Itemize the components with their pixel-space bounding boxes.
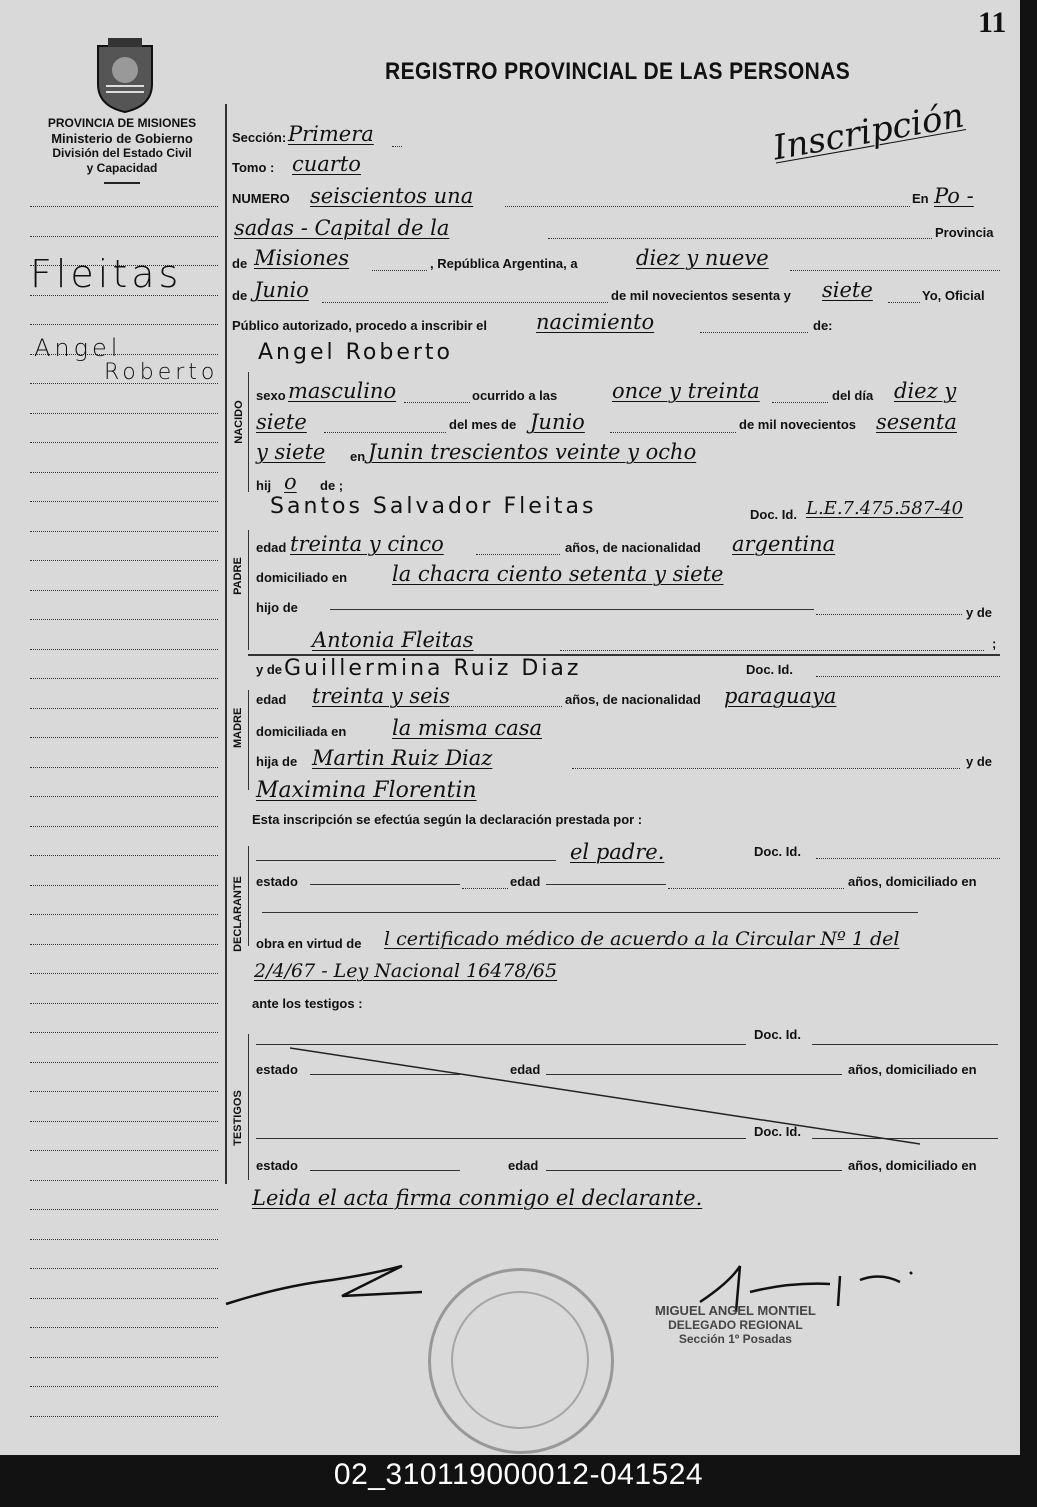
margin-rule-line [30,1298,218,1299]
margin-rule-line [30,236,218,237]
testigos-intro: ante los testigos : [252,996,363,1011]
hora-dots [772,402,828,403]
madre-doc-label: Doc. Id. [746,662,793,677]
padre-nac-value: argentina [732,532,836,556]
testigos-section-label: TESTIGOS [232,1090,244,1146]
margin-rule-line [30,914,218,915]
margin-rule-line [30,885,218,886]
testigo2-edad-line [546,1170,842,1171]
dia-label: del día [832,388,874,403]
nacido-section-label: NACIDO [233,400,245,444]
margin-rule-line [30,1327,218,1328]
margin-rule-line [30,206,218,207]
anio-value: sesenta [876,410,957,434]
madre-mother-name: Maximina Florentin [256,778,477,803]
official-section: Sección 1º Posadas [678,1332,792,1346]
hijo-label: hij [256,478,272,493]
testigo2-estado-line [310,1170,460,1171]
year-value: siete [822,278,873,302]
margin-rule-line [30,1032,218,1033]
en-label: En [912,191,929,206]
testigo2-doc-label: Doc. Id. [754,1124,801,1139]
inscriber-signature: Inscripción [769,95,968,169]
page-number: 11 [978,6,1007,39]
declarante-doc-dots [816,858,1000,859]
org-province: PROVINCIA DE MISIONES [47,116,197,130]
margin-rule-line [30,649,218,650]
madre-doc-dots [816,676,1000,677]
madre-section-label: MADRE [232,707,244,748]
testigo1-edad-label: edad [510,1062,541,1077]
margin-rule-line [30,1062,218,1063]
margin-rule-line [30,1239,218,1240]
de-label: de [232,256,248,271]
declarante-bar [248,846,249,946]
padre-doc-value: L.E.7.475.587-40 [806,498,964,519]
padre-y-de-label: y de [966,605,993,620]
declarante-estado-dots [462,888,508,889]
obra-label: obra en virtud de [256,936,362,951]
margin-given-name-1: Angel [34,334,122,362]
de-dots [372,270,427,271]
strike-line [290,1040,930,1160]
padre-semicolon: ; [992,636,997,651]
sexo-label: sexo [256,388,286,403]
margin-rule-line [30,708,218,709]
dia-value-2: siete [256,410,307,434]
margin-rule-line [30,560,218,561]
madre-dom-label: domiciliada en [256,724,347,739]
hora-value: once y treinta [612,379,760,403]
madre-dom-value: la misma casa [392,716,543,740]
madre-edad-value: treinta y seis [312,684,451,708]
padre-edad-value: treinta y cinco [290,532,444,556]
margin-rule-line [30,619,218,620]
margin-rule-line [30,1416,218,1417]
margin-rule-line [30,1121,218,1122]
en-value: Po - [934,184,974,208]
issuing-organization [22,116,222,184]
margin-rule-line [30,796,218,797]
year-dots [888,302,920,303]
margin-rule-line [30,413,218,414]
hijo-de-label: de ; [320,478,344,493]
madre-y-de2-label: y de [966,754,993,769]
margin-rule-line [30,1091,218,1092]
declarante-signature-icon [222,1256,432,1316]
place-line-value: sadas - Capital de la [234,216,450,240]
margin-rule-line [30,472,218,473]
margin-rule-line [30,1150,218,1151]
padre-hijo-de-dots [816,614,962,615]
acto-dots [700,332,808,333]
padre-section-label: PADRE [232,557,244,595]
declarante-estado-line [310,884,460,885]
sexo-dots [404,402,470,403]
mother-name: Guillermina Ruiz Diaz [284,656,582,681]
mil-label: de mil novecientos sesenta y [611,288,791,303]
tomo-value: cuarto [292,152,361,176]
margin-rule-line [30,678,218,679]
madre-y-de-label: y de [256,662,283,677]
official-name: MIGUEL ANGEL MONTIEL [655,1303,816,1318]
official-seal-icon [428,1268,614,1454]
declarante-value: el padre. [570,840,665,864]
madre-bar [248,690,249,790]
lugar-value: Junin trescientos veinte y ocho [368,440,697,464]
padre-nac-label: años, de nacionalidad [565,540,701,555]
mes-label: del mes de [449,417,517,432]
anio-value-2: y siete [256,440,326,464]
testigos-bar [248,1034,249,1180]
tomo-label: Tomo : [232,160,275,175]
mes-value: Junio [530,410,585,434]
declarante-edad-line [546,884,666,885]
month-value: Junio [254,278,309,302]
org-division: División del Estado Civil [52,146,192,160]
padre-edad-label: edad [256,540,287,555]
publico-label: Público autorizado, procedo a inscribir el [232,318,487,333]
madre-nac-label: años, de nacionalidad [565,692,701,707]
official-seal-inner [451,1291,589,1429]
declarante-edad-label: edad [510,874,541,889]
hijo-value: o [284,470,297,494]
seccion-label: Sección: [232,130,287,145]
testigo1-anios-label: años, domiciliado en [848,1062,977,1077]
official-stamp-text [655,1304,816,1346]
margin-rule-line [30,767,218,768]
margin-surname: Fleitas [30,252,183,296]
oficial-label: Yo, Oficial [922,288,985,303]
place-dots [548,238,932,239]
testigo2-estado-label: estado [256,1158,298,1173]
father-name: Santos Salvador Fleitas [270,494,597,519]
padre-mother-dots [560,650,984,651]
provincia-label: Provincia [935,225,994,240]
declarante-anios-label: años, domiciliado en [848,874,977,889]
padre-hijo-de-label: hijo de [256,600,298,615]
margin-rule-line [30,1268,218,1269]
declarante-section-label: DECLARANTE [232,876,244,952]
padre-dom-label: domiciliado en [256,570,348,585]
padre-doc-label: Doc. Id. [750,507,797,522]
declarante-domicilio-line [262,912,918,913]
de-value: Misiones [254,246,350,270]
madre-nac-value: paraguaya [724,684,837,708]
de2-label: de [232,288,248,303]
de3-label: de: [813,318,833,333]
archive-code: 02_310119000012-041524 [333,1458,704,1491]
acto-value: nacimiento [536,310,655,334]
numero-dots [505,206,910,207]
margin-rule-line [30,1209,218,1210]
seccion-dots [392,146,402,147]
margin-rule-line [30,324,218,325]
org-divider [104,182,140,184]
margin-given-name-2: Roberto [104,360,219,385]
closing-text: Leida el acta firma conmigo el declarante. [252,1186,703,1210]
month-dots [322,302,608,303]
margin-rule-line [30,590,218,591]
lugar-label: en [350,449,366,464]
child-name: Angel Roberto [258,340,453,365]
margin-rule-line [30,855,218,856]
madre-edad-dots [432,706,562,707]
declarante-estado-label: estado [256,874,298,889]
padre-edad-dots [476,554,560,555]
margin-rule-line [30,944,218,945]
official-role: DELEGADO REGIONAL [668,1318,803,1332]
madre-edad-label: edad [256,692,287,707]
margin-rule-line [30,1386,218,1387]
padre-hijo-de-line [330,609,814,610]
madre-father-dots [572,768,960,769]
declarante-intro: Esta inscripción se efectúa según la declaración prestada por : [252,812,643,827]
margin-rule-line [30,826,218,827]
margin-rule-line [30,531,218,532]
margin-rule-line [30,442,218,443]
padre-bar [248,530,249,650]
republica-label: , República Argentina, a [430,256,578,271]
margin-rule-line [30,1357,218,1358]
madre-father-name: Martin Ruiz Diaz [312,746,493,770]
day-dots [790,270,1000,271]
margin-divider [225,104,227,1184]
margin-rule-line [30,1180,218,1181]
declarante-line [256,860,556,861]
obra-value: l certificado médico de acuerdo a la Circular Nº 1 del [384,928,900,950]
madre-hija-label: hija de [256,754,298,769]
ocurrido-label: ocurrido a las [472,388,558,403]
testigo1-doc-label: Doc. Id. [754,1027,801,1042]
margin-rule-line [30,501,218,502]
padre-mother-name: Antonia Fleitas [312,628,474,652]
nacido-bar [248,372,249,492]
declarante-doc-label: Doc. Id. [754,844,801,859]
margin-rule-line [30,973,218,974]
mil-novecientos-label: de mil novecientos [739,417,857,432]
obra-value-2: 2/4/67 - Ley Nacional 16478/65 [254,960,558,982]
mes-dots [610,432,736,433]
margin-rule-line [30,1003,218,1004]
testigo2-edad-label: edad [508,1158,539,1173]
sexo-value: masculino [288,379,397,403]
dia-value: diez y [894,379,957,403]
testigo1-estado-label: estado [256,1062,298,1077]
padre-dom-value: la chacra ciento setenta y siete [392,562,724,586]
numero-label: NUMERO [232,191,290,206]
dia2-dots [324,432,446,433]
seccion-value: Primera [288,122,374,146]
day-value: diez y nueve [636,246,769,270]
org-ministry: Ministerio de Gobierno [51,131,193,146]
testigo2-anios-label: años, domiciliado en [848,1158,977,1173]
org-capacity: y Capacidad [86,161,158,175]
numero-value: seiscientos una [310,184,474,208]
declarante-edad-dots [668,888,844,889]
document-title: REGISTRO PROVINCIAL DE LAS PERSONAS [385,58,851,85]
margin-rule-line [30,737,218,738]
province-crest-icon [92,36,158,114]
